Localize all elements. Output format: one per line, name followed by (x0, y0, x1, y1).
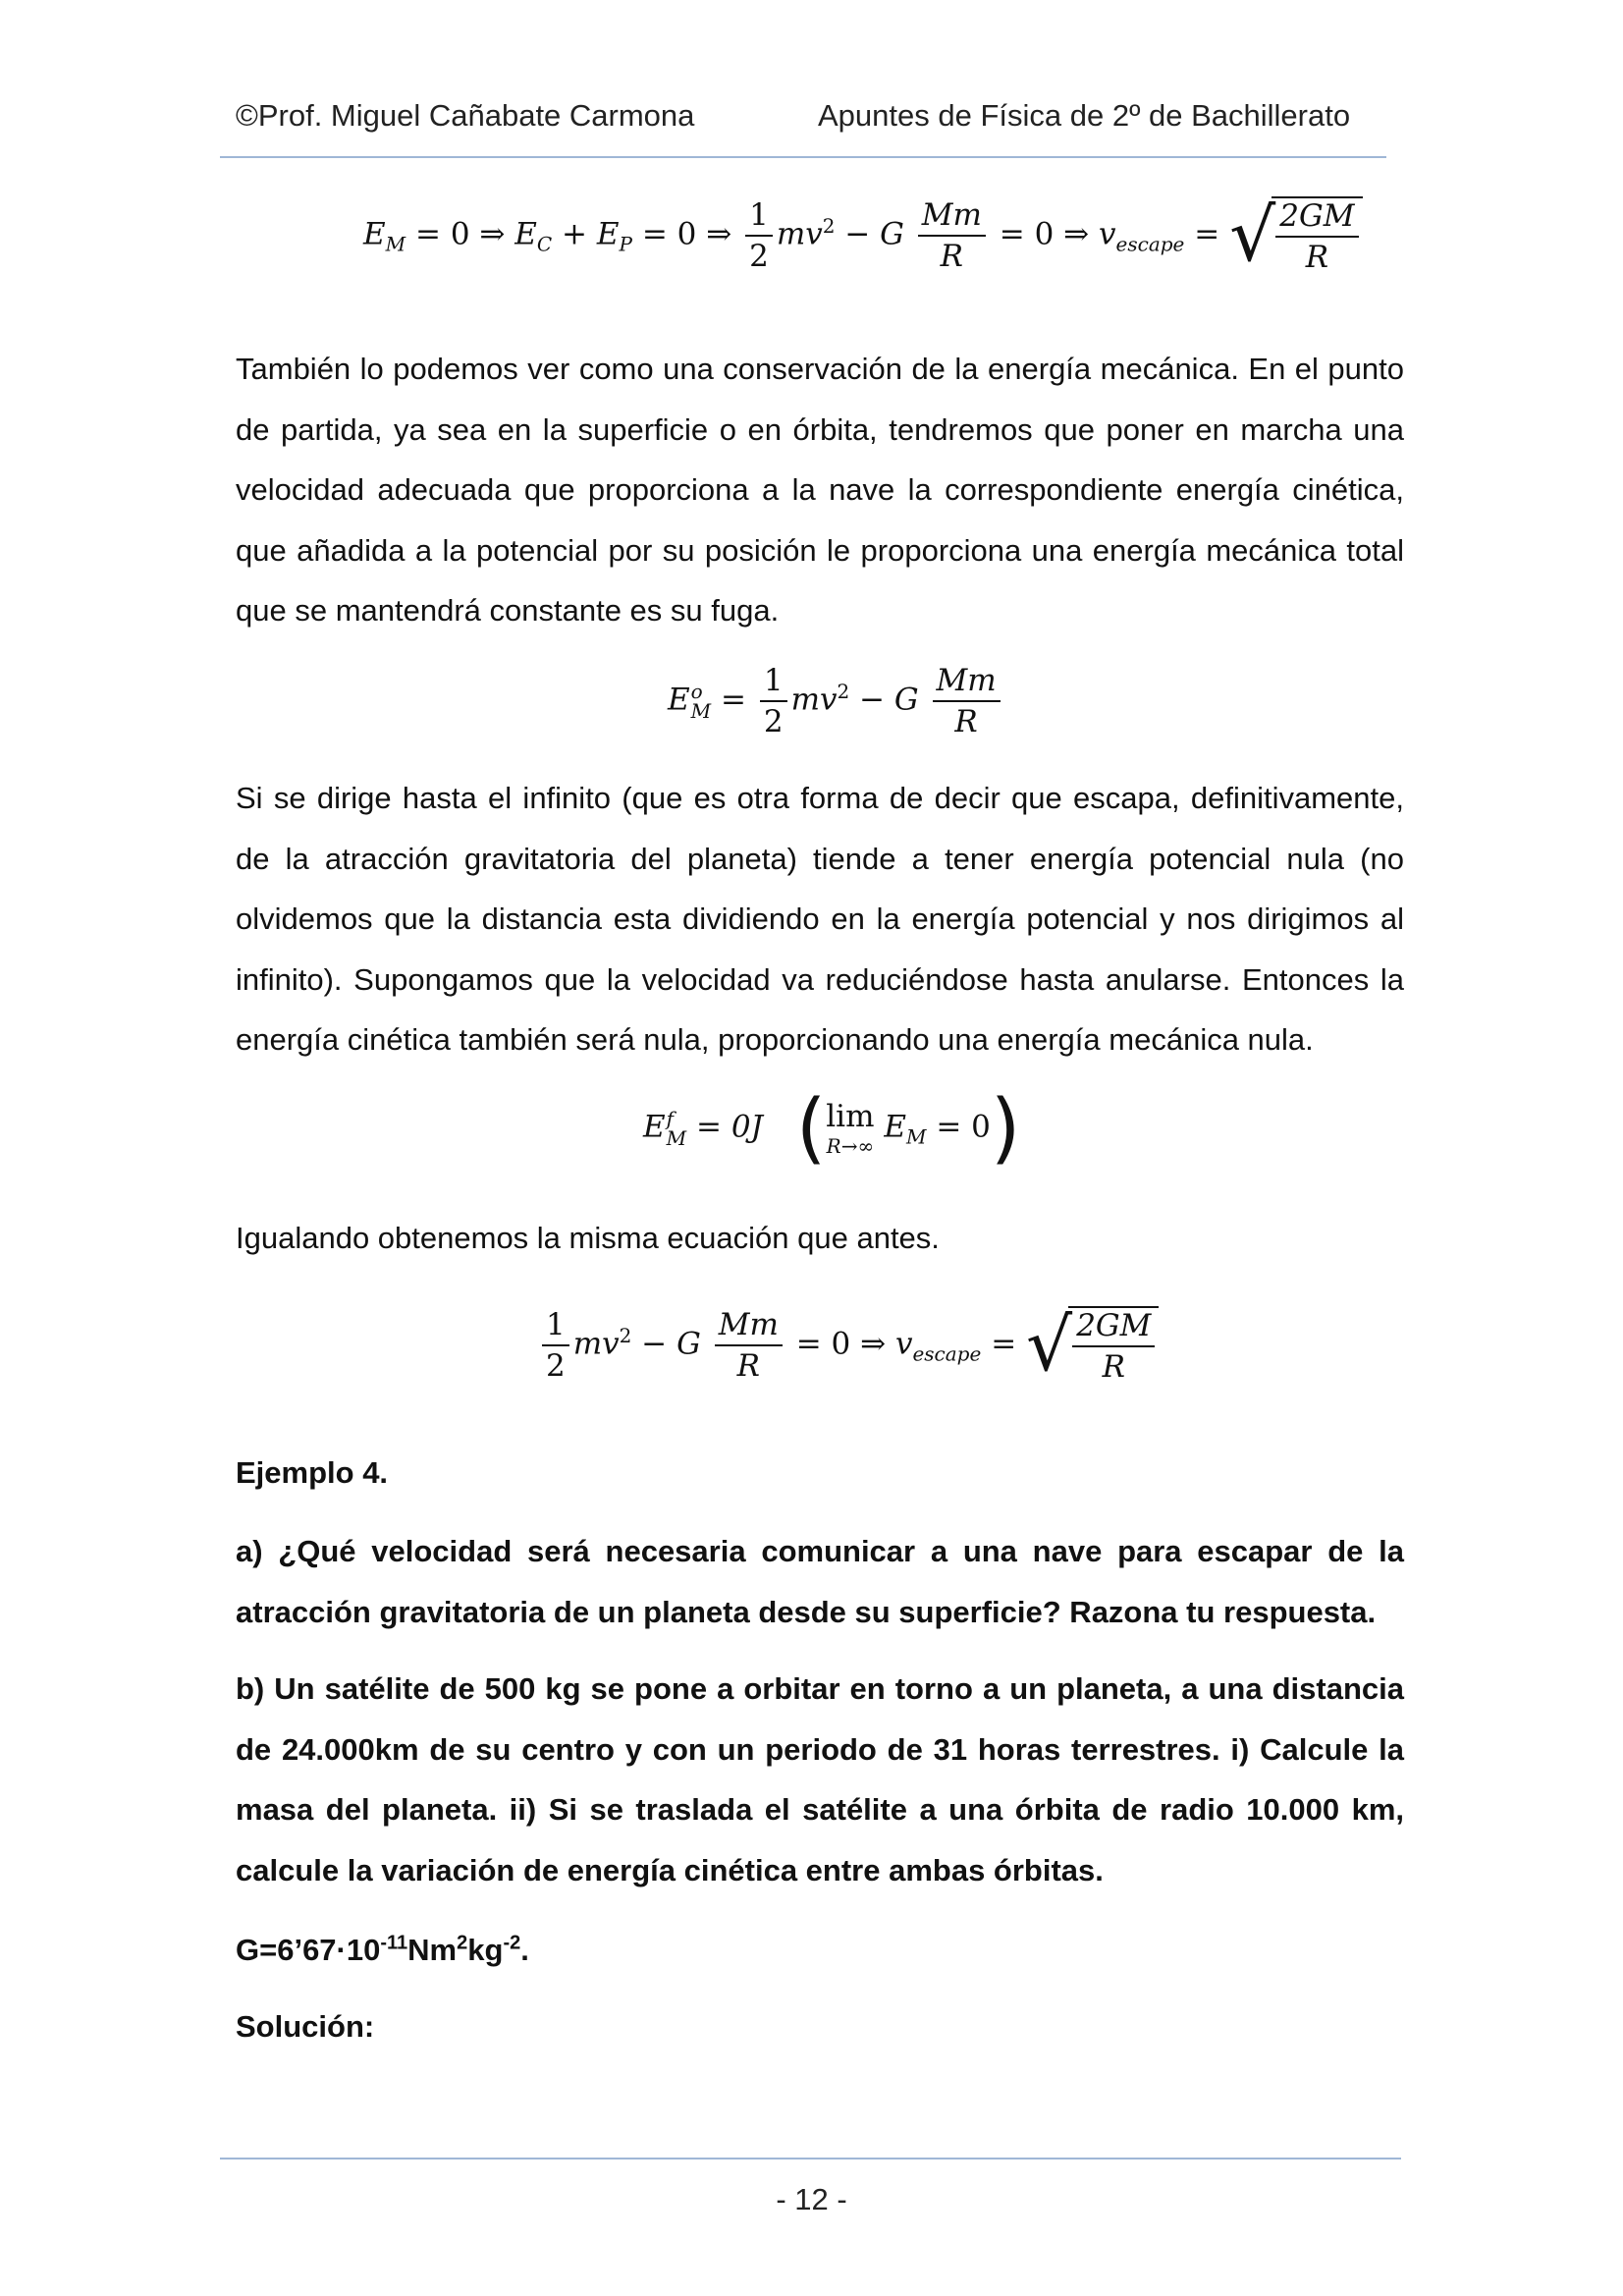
header-rule (220, 156, 1386, 158)
equation-final-energy: E f M = 0J ( lim R→∞ $E_M = 0$) (643, 1084, 1021, 1173)
paragraph-infinity: Si se dirige hasta el infinito (que es otra forma de decir que escapa, definitivamente, de la atracción gravitatoria del planeta) tiende a tener energía potencial nula (no olvidemos que la distancia esta dividiendo en la energía potencial y nos dirigimos al infinito). Supongamos que la velocidad va reduciéndose hasta anularse. Entonces la energía cinética también será nula, proporcionando una energía mecánica nula. (236, 781, 1404, 1057)
header-author: ©Prof. Miguel Cañabate Carmona (236, 98, 695, 133)
page-number: - 12 - (776, 2182, 847, 2216)
equation-escape-velocity-1: $E_M = 0$ ⇒ $E_C + E_P = 0$ ⇒ $\frac{1}{2}$ $mv^2 - G$ $\frac{Mm}{R}$ = 0 ⇒ $v_{escape}$ = √ $\frac{2GM}{R}$ (363, 196, 1363, 275)
fraction-mm-r: $\frac{Mm}{R}$ (918, 197, 986, 274)
gravitational-constant: $G=6’67\cdot 10^{-11}Nm^2kg^{-2}$. (236, 1932, 529, 1967)
paragraph-equating: Igualando obtenemos la misma ecuación que antes. (236, 1221, 940, 1255)
paragraph-energy-conservation: También lo podemos ver como una conservación de la energía mecánica. En el punto de partida, ya sea en la superficie o en órbita, tendremos que poner en marcha una velocidad adecuada que proporciona a la nave la correspondiente energía cinética, que añadida a la potencial por su posición le proporciona una energía mecánica total que se mantendrá constante es su fuga. (236, 352, 1404, 628)
fraction-half: $\frac{1}{2}$ (542, 1307, 569, 1384)
fraction-half: $\frac{1}{2}$ (745, 197, 773, 274)
question-a: a) ¿Qué velocidad será necesaria comunicar a una nave para escapar de la atracción gravitatoria de un planeta desde su superficie? Razona tu respuesta. (236, 1534, 1404, 1629)
equation-initial-energy: E o M = $\frac{1}{2}$ $mv^2 - G$ $\frac{Mm}{R}$ (668, 663, 1004, 739)
footer-rule (220, 2158, 1401, 2159)
question-b: b) Un satélite de 500 kg se pone a orbitar en torno a un planeta, a una distancia de 24.000km de su centro y con un periodo de 31 horas terrestres. i) Calcule la masa del planeta. ii) Si se traslada el satélite a una órbita de radio 10.000 km, calcule la variación de energía cinética entre ambas órbitas. (236, 1671, 1404, 1887)
solution-heading: Solución: (236, 2009, 375, 2044)
square-root: √ $\frac{2GM}{R}$ (1026, 1306, 1159, 1385)
square-root: √ $\frac{2GM}{R}$ (1229, 196, 1362, 275)
header-title: Apuntes de Física de 2º de Bachillerato (818, 98, 1351, 133)
fraction-half: $\frac{1}{2}$ (760, 663, 787, 739)
equation-escape-velocity-2: $\frac{1}{2}$ $mv^2 - G$ $\frac{Mm}{R}$ = 0 ⇒ $v_{escape}$ = √ $\frac{2GM}{R}$ (538, 1306, 1159, 1385)
limit: lim R→∞ (826, 1099, 875, 1158)
example-title: Ejemplo 4. (236, 1455, 389, 1490)
fraction-mm-r: $\frac{Mm}{R}$ (715, 1307, 783, 1384)
fraction-mm-r: $\frac{Mm}{R}$ (933, 663, 1001, 739)
